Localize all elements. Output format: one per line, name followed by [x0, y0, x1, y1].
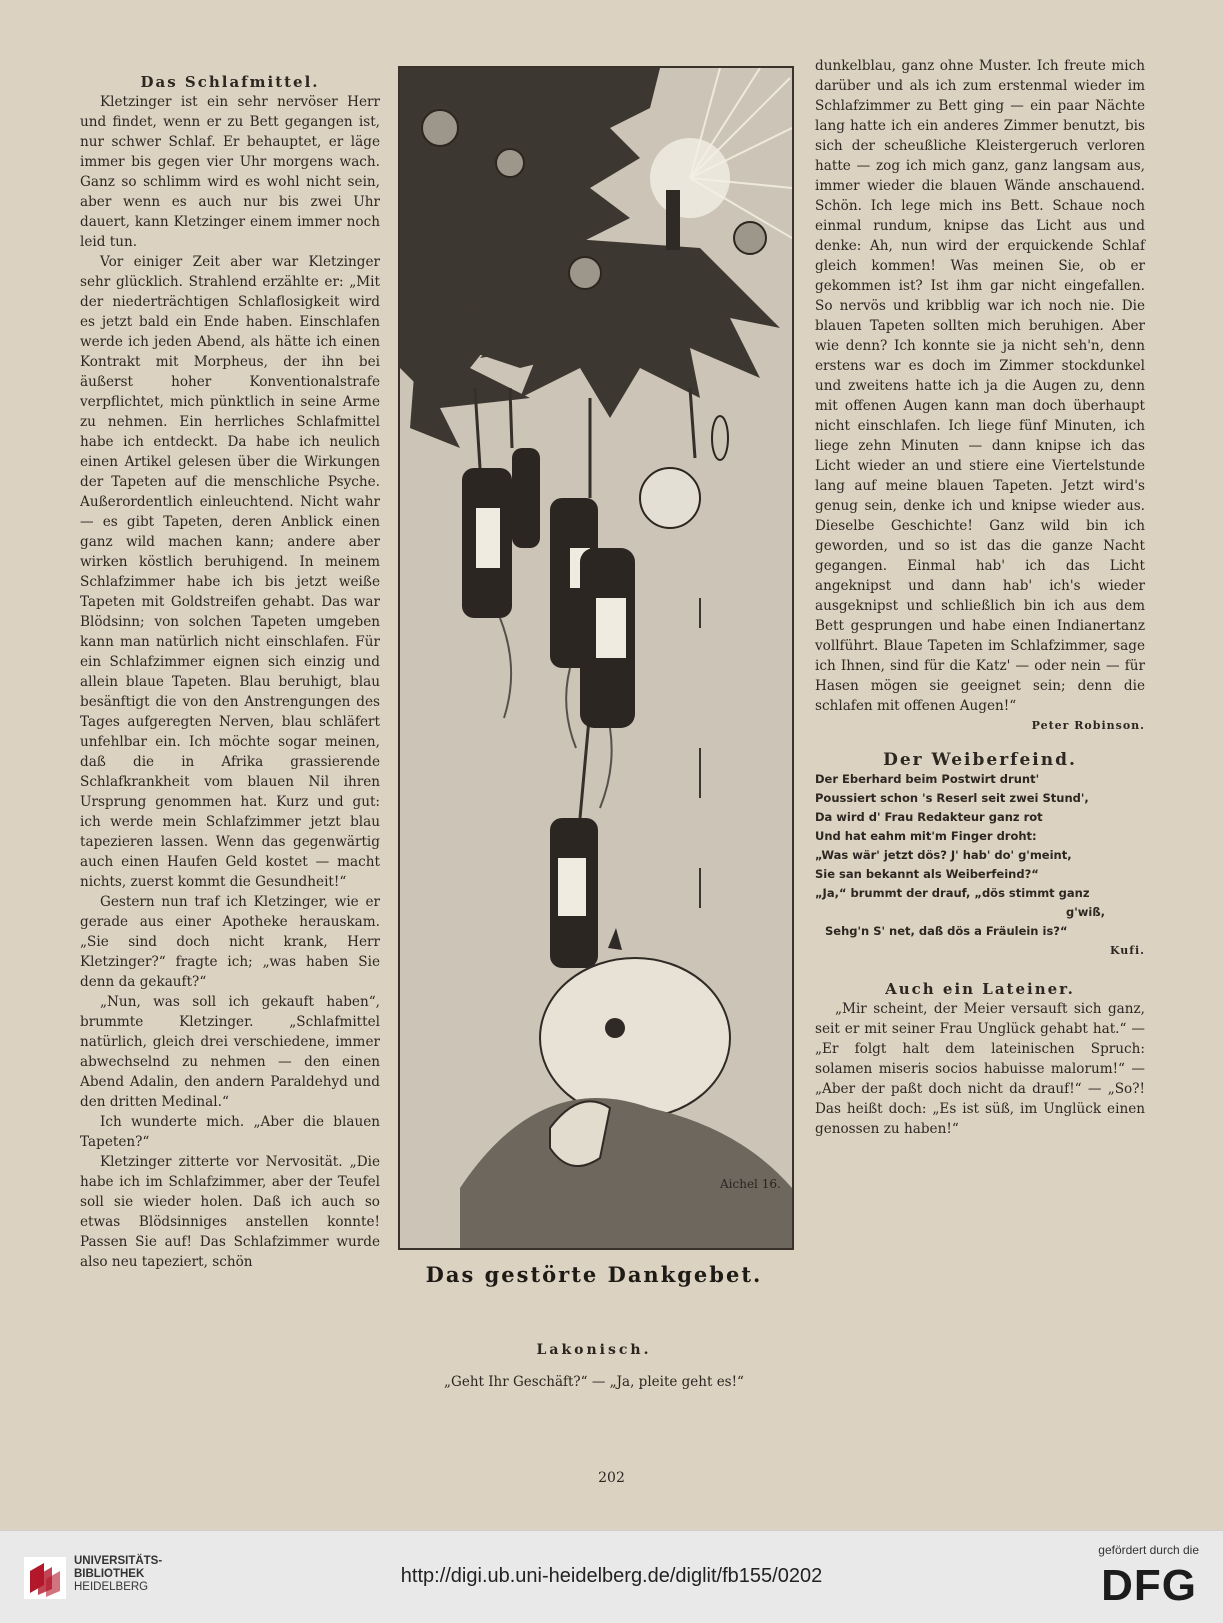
article-title-schlafmittel: Das Schlafmittel.	[140, 73, 320, 91]
illustration-caption: Das gestörte Dankgebet.	[425, 1262, 763, 1287]
article-paragraph: Vor einiger Zeit aber war Kletzinger sehr glücklich. Strahlend erzählte er: „Mit der niederträchtigen Schlaflosigkeit wird es jetzt bald ein Ende haben. Einschlafen werde ich jeden Abend, als hätte ich einen Kontrakt mit Morpheus, der ihn bei äußerst hoher Konventionalstrafe verpflichtet, mich pünktlich in seine Arme zu nehmen. Ein herrliches Schlafmittel habe ich entdeckt. Da habe ich neulich einen Artikel gelesen über die Wirkungen der Tapeten auf die menschliche Psyche. Außerordentlich einleuchtend. Nicht wahr — es gibt Tapeten, deren Anblick einen ganz wild machen kann; andere aber wirken köstlich beruhigend. In meinem Schlafzimmer habe ich bis jetzt weiße Tapeten mit Goldstreifen gehabt. Das war Blödsinn; von solchen Tapeten umgeben kann man natürlich nicht einschlafen. Für ein Schlafzimmer eignen sich einzig und allein blaue Tapeten. Blau beruhigt, blau besänftigt die von den Anstrengungen des Tages aufgeregten Nerven, blau schläfert unfehlbar ein. Ich möchte sogar meinen, daß die in Afrika grassierende Schlafkrankheit vom blauen Nil ihren Ursprung genommen hat. Kurz und gut: ich werde mein Schlafzimmer jetzt blau tapezieren lassen. Wenn das gegenwärtig auch einen Haufen Geld kostet — macht nichts, zuerst kommt die Gesundheit!“	[80, 254, 380, 890]
article-paragraph: Ich wunderte mich. „Aber die blauen Tapeten?“	[80, 1114, 380, 1150]
illustration-drawing	[400, 68, 792, 1248]
right-column	[815, 56, 1145, 1139]
poem-line: Und hat eahm mit'm Finger droht:	[815, 829, 1037, 843]
christmas-tree-illustration	[398, 66, 794, 1250]
institution-line: HEIDELBERG	[74, 1581, 149, 1593]
institution-line: UNIVERSITÄTS-	[74, 1555, 163, 1567]
poem-line: Poussiert schon 's Reserl seit zwei Stund',	[815, 791, 1089, 805]
article-signature: Peter Robinson.	[1031, 719, 1145, 732]
article-paragraph: Kletzinger zitterte vor Nervosität. „Die habe ich im Schlafzimmer, aber der Teufel soll sie wieder holen. Daß ich auch so etwas Blödsinniges anstellen konnte! Passen Sie auf! Das Schlafzimmer wurde also neu tapeziert, schön	[80, 1154, 380, 1270]
article-paragraph: Gestern nun traf ich Kletzinger, wie er gerade aus einer Apotheke herauskam. „Sie sind doch nicht krank, Herr Kletzinger?“ fragte ich; „was haben Sie denn da gekauft?“	[80, 894, 380, 990]
article-paragraph: Kletzinger ist ein sehr nervöser Herr und findet, wenn er zu Bett gegangen ist, nur schwer Schlaf. Er behauptet, er läge immer bis gegen vier Uhr morgens wach. Ganz so schlimm wird es wohl nicht sein, aber wenn es auch nur bis zwei Uhr dauert, kann Kletzinger einem immer noch leid tun.	[80, 94, 380, 250]
article-paragraph: „Mir scheint, der Meier versauft sich ganz, seit er mit seiner Frau Unglück gehabt hat.“ — „Er folgt halt dem lateinischen Spruch: solamen miseris socios habuisse malorum!“ — „Aber der paßt doch nicht da drauf!“ — „So?! Das heißt doch: „Es ist süß, im Unglück einen genossen zu haben!“	[815, 1001, 1145, 1137]
poem-line: Der Eberhard beim Postwirt drunt'	[815, 772, 1040, 786]
bottle	[512, 448, 540, 548]
page-number: 202	[598, 1470, 625, 1486]
source-url-link[interactable]: http://digi.ub.uni-heidelberg.de/diglit/fb155/0202	[400, 1565, 823, 1587]
article-lateiner	[815, 979, 1145, 1139]
bottle	[550, 818, 598, 968]
lakonisch-title: Lakonisch.	[536, 1342, 652, 1358]
poem-line: g'wiß,	[1066, 905, 1105, 919]
candle	[666, 190, 680, 250]
poem-author: Kufi.	[1109, 944, 1145, 957]
illustration-signature: Aichel 16.	[720, 1177, 781, 1191]
dfg-logo: DFG	[1101, 1561, 1197, 1610]
lakonisch-text: „Geht Ihr Geschäft?“ — „Ja, pleite geht es!“	[444, 1374, 744, 1390]
poem-weiberfeind	[815, 750, 1145, 961]
bottle	[580, 548, 635, 728]
article-title-lateiner: Auch ein Lateiner.	[885, 980, 1075, 998]
institution-line: BIBLIOTHEK	[74, 1568, 145, 1580]
poem-line: „Ja,“ brummt der drauf, „dös stimmt ganz	[815, 886, 1090, 900]
poem-line: Da wird d' Frau Redakteur ganz rot	[815, 810, 1043, 824]
article-paragraph: dunkelblau, ganz ohne Muster. Ich freute mich darüber und als ich zum erstenmal wieder im Schlafzimmer zu Bett ging — ein paar Nächte lang hatte ich ein anderes Zimmer benutzt, bis sich der scheußliche Kleistergeruch verloren hatte — zog ich mich ganz, ganz langsam aus, immer wieder die blauen Wände anschauend. Schön. Ich lege mich ins Bett. Schaue noch einmal rundum, knipse das Licht aus und denke: Ah, nun wird der erquickende Schlaf gleich kommen! Was meinen Sie, ob er gekommen ist? Ist ihm gar nicht eingefallen. So nervös und kribblig war ich noch nie. Die blauen Tapeten sollten mich beruhigen. Aber wie denn? Ich konnte sie ja nicht seh'n, denn erstens war es doch im Zimmer stockdunkel und zweitens hatte ich ja die Augen zu, denn mit offenen Augen kann man doch überhaupt nicht einschlafen. Ich liege fünf Minuten, ich liege zehn Minuten — dann knipse ich das Licht wieder an und stiere eine Viertelstunde lang auf meine blauen Tapeten. Jetzt wird's genug sein, denke ich und knipse wieder aus. Dieselbe Geschichte! Ganz wild bin ich geworden, und so ist das die ganze Nacht gegangen. Einmal hab' ich das Licht angeknipst und dann hab' ich's wieder ausgeknipst und schließlich bin ich aus dem Bett gesprungen und habe einen Indianertanz vollführt. Blaue Tapeten im Schlafzimmer, sage ich Ihnen, sind für die Katz' — oder nein — für Hasen mögen sie geeignet sein; denn die schlafen mit offenen Augen!“	[815, 58, 1145, 714]
left-column	[80, 72, 380, 1272]
poem-line: „Was wär' jetzt dös? J' hab' do' g'meint,	[815, 848, 1072, 862]
poem-line: Sie san bekannt als Weiberfeind?“	[815, 867, 1039, 881]
funded-by-label: gefördert durch die	[1098, 1543, 1199, 1557]
bottle	[462, 468, 512, 618]
poem-line: Sehg'n S' net, daß dös a Fräulein is?“	[825, 924, 1068, 938]
footer-bar	[0, 1530, 1223, 1623]
poem-title: Der Weiberfeind.	[883, 750, 1077, 770]
article-paragraph: „Nun, was soll ich gekauft haben“, brummte Kletzinger. „Schlafmittel natürlich, gleich drei verschiedene, immer abwechselnd zu nehmen — den einen Abend Adalin, den andern Paraldehyd und den dritten Medinal.“	[80, 994, 380, 1110]
